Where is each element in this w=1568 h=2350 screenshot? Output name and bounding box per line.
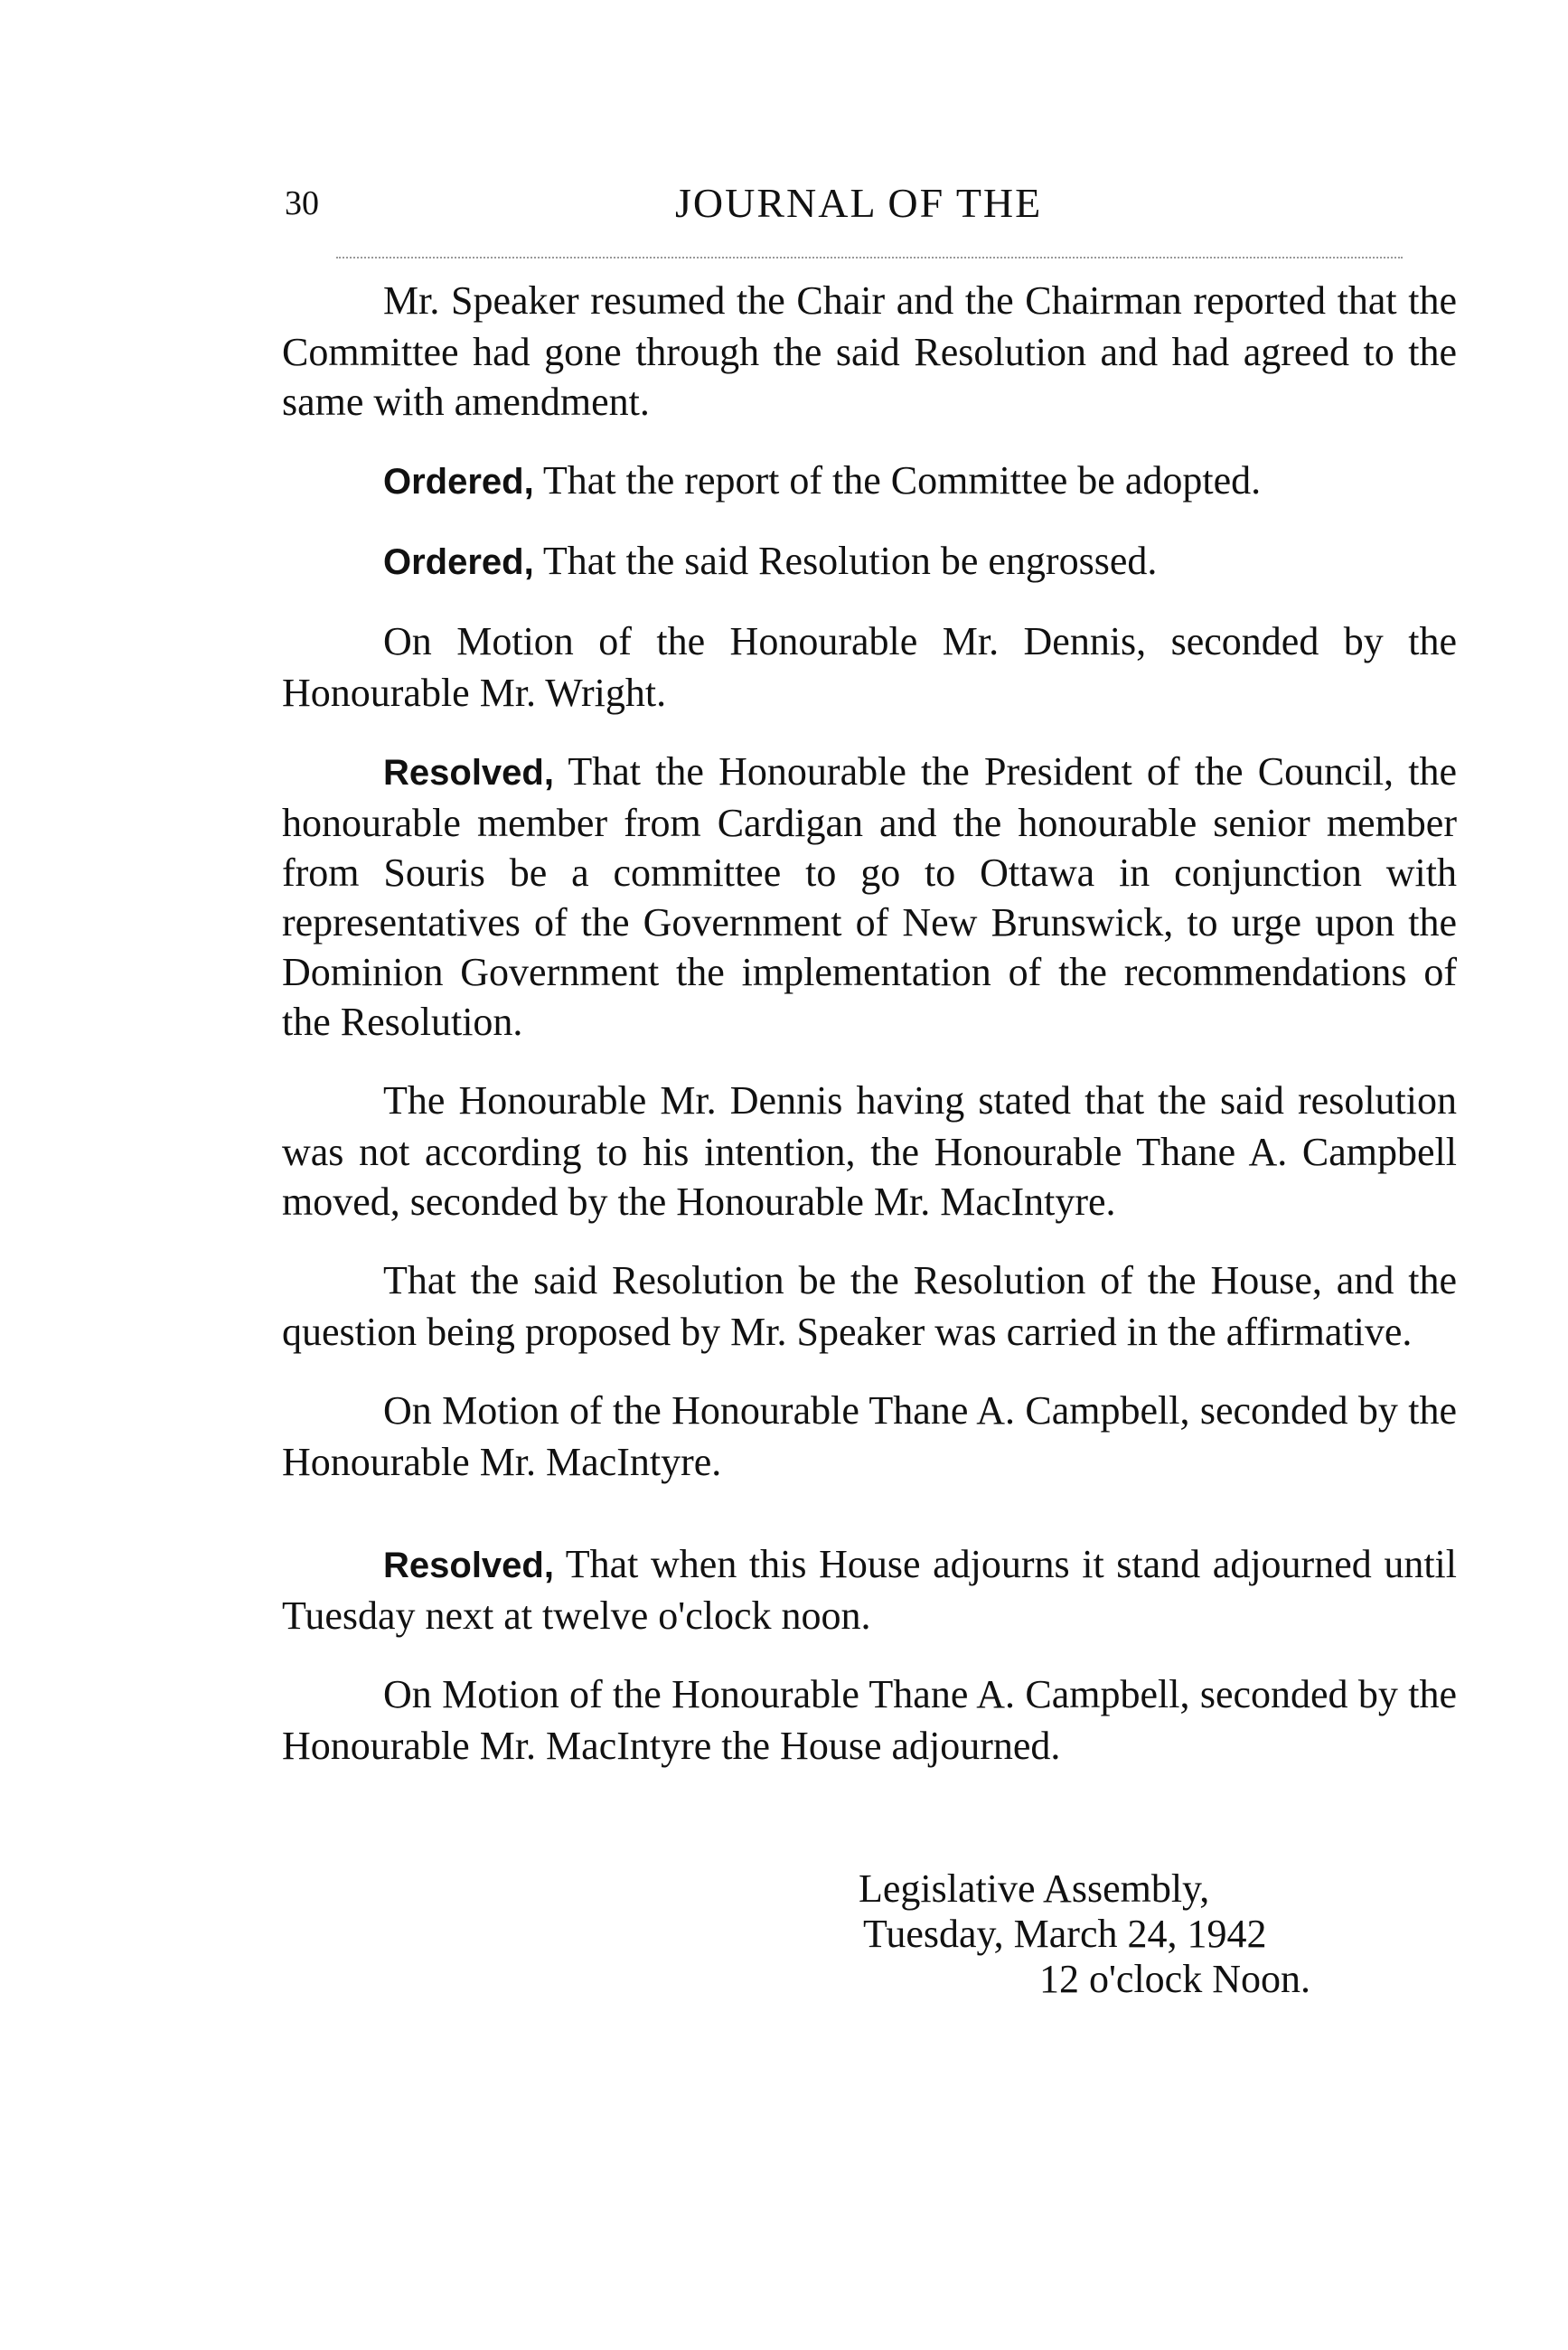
paragraph-keyword: Resolved, — [383, 753, 554, 793]
paragraph-resolved-adjourn — [282, 1539, 1457, 1640]
paragraph-text: On Motion of the Honourable Thane A. Campbell, seconded by the Honourable Mr. MacIntyre the House adjourned. — [282, 1672, 1457, 1768]
signoff-date: Tuesday, March 24, 1942 — [863, 1912, 1267, 1956]
signoff-time: 12 o'clock Noon. — [1039, 1957, 1310, 2001]
paragraph-motion-campbell — [282, 1386, 1457, 1487]
paragraph-text: On Motion of the Honourable Mr. Dennis, seconded by the Honourable Mr. Wright. — [282, 619, 1457, 715]
paragraph-keyword: Resolved, — [383, 1546, 554, 1585]
paragraph-text: The Honourable Mr. Dennis having stated that the said resolution was not according to his intention, the Honourable Thane A. Campbell moved, seconded by the Honourable Mr. MacIntyre. — [282, 1078, 1457, 1224]
paragraph-text: That the Honourable the President of the Council, the honourable member from Cardigan and the honourable senior member from Souris be a committee to go to Ottawa in conjunction with representatives of the Government of New Brunswick, to urge upon the Dominion Government the implementation of the recommendations of the Resolution. — [282, 749, 1457, 1044]
paragraph-text: On Motion of the Honourable Thane A. Campbell, seconded by the Honourable Mr. MacIntyre. — [282, 1388, 1457, 1484]
paragraph-text: That the report of the Committee be adopted. — [533, 458, 1262, 503]
paragraph-text: That the said Resolution be the Resolution of the House, and the question being proposed by Mr. Speaker was carried in the affirmative. — [282, 1258, 1457, 1354]
sitting-signoff — [859, 1866, 1419, 2002]
page-number: 30 — [285, 184, 319, 222]
header-rule — [336, 257, 1403, 258]
paragraph-ordered-engrossed — [282, 536, 1457, 588]
paragraph-text: That when this House adjourns it stand adjourned until Tuesday next at twelve o'clock noon. — [282, 1542, 1457, 1638]
paragraph-keyword: Ordered, — [383, 462, 534, 502]
paragraph-resolution-of-house — [282, 1255, 1457, 1357]
page-header — [285, 181, 1460, 244]
paragraph-text: Mr. Speaker resumed the Chair and the Chairman reported that the Committee had gone through the said Resolution and had agreed to the same with amendment. — [282, 278, 1457, 424]
paragraph-house-adjourned — [282, 1669, 1457, 1771]
signoff-assembly: Legislative Assembly, — [859, 1866, 1210, 1911]
paragraph-keyword: Ordered, — [383, 542, 534, 582]
paragraph-text: That the said Resolution be engrossed. — [533, 539, 1158, 583]
journal-body — [282, 276, 1457, 1771]
paragraph-dennis-statement — [282, 1076, 1457, 1227]
paragraph-resolved-committee-ottawa — [282, 747, 1457, 1047]
running-title: JOURNAL OF THE — [675, 180, 1043, 226]
paragraph-committee-report — [282, 276, 1457, 427]
paragraph-ordered-report-adopted — [282, 456, 1457, 507]
paragraph-motion-dennis — [282, 616, 1457, 718]
